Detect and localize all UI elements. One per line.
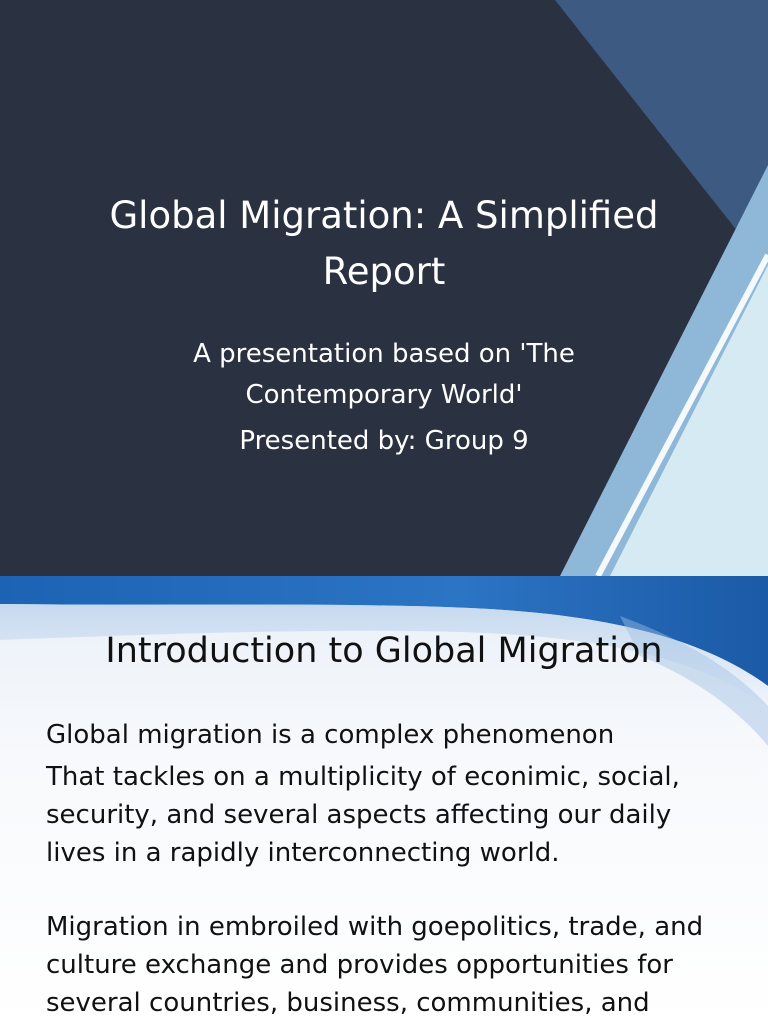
intro-slide (0, 576, 768, 1024)
presenter-line: Presented by: Group 9 (239, 426, 529, 456)
body-paragraph: Global migration is a complex phenomenon (46, 720, 615, 750)
body-paragraph: Migration in embroiled with goepolitics, trade, and culture exchange and provides opportunities for several countries, business, communities, and (46, 912, 704, 1018)
slide-title: Global Migration: A Simplified Report (109, 194, 659, 293)
slide-body (46, 716, 736, 1022)
body-paragraph: That tackles on a multiplicity of econimic, social, security, and several aspects affecting our daily lives in a rapidly interconnecting world. (46, 762, 680, 868)
slide-subtitle: A presentation based on 'The Contemporary World' (193, 339, 575, 410)
slide-title: Introduction to Global Migration (105, 631, 663, 671)
